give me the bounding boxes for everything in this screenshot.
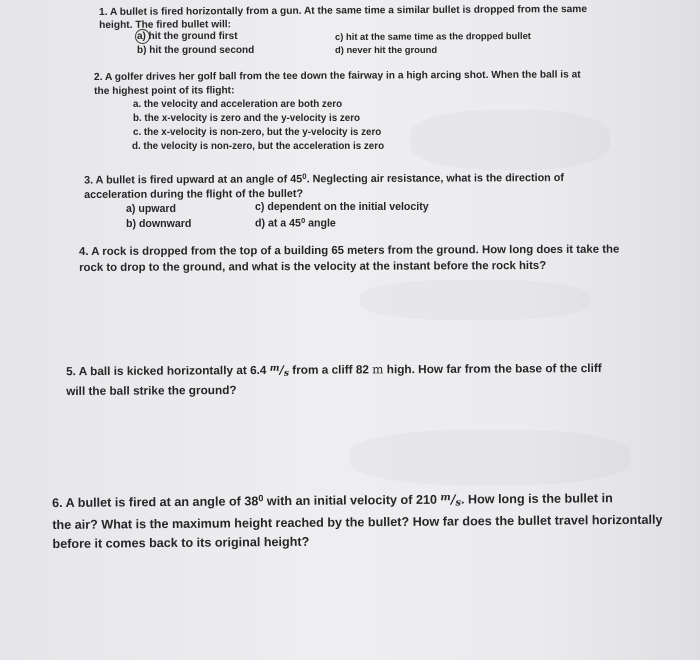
question-5-text-line-1: 5. A ball is kicked horizontally at 6.4 $^m$/s from a cliff 82 m high. How far from the base of the cliff <box>66 360 602 379</box>
question-6-text-line-2: the air? What is the maximum height reached by the bullet? How far does the bullet travel horizontally <box>52 512 663 533</box>
question-2 <box>94 68 581 99</box>
question-2-option-b: b. the x-velocity is zero and the y-velocity is zero <box>133 113 361 124</box>
question-6 <box>52 486 663 554</box>
question-5 <box>66 358 602 400</box>
question-1 <box>99 3 587 32</box>
question-3-text-line-1: 3. A bullet is fired upward at an angle of $45^0$. Neglecting air resistance, what is the direction of <box>84 171 565 187</box>
question-6-text-line-1: 6. A bullet is fired at an angle of $38^0$ with an initial velocity of 210 $^m$/s. How long is the bullet in <box>52 491 613 511</box>
bleed-through-shade <box>350 430 630 485</box>
question-2-option-d: d. the velocity is non-zero, but the acceleration is zero <box>132 141 385 152</box>
question-1-option-a: a) hit the ground first <box>137 31 238 42</box>
question-2-option-a: a. the velocity and acceleration are both zero <box>133 99 343 110</box>
question-3-option-c: c) dependent on the initial velocity <box>255 201 429 213</box>
question-1-option-b: b) hit the ground second <box>137 45 255 56</box>
question-1-option-c: c) hit at the same time as the dropped bullet <box>335 29 531 42</box>
question-2-text-line-1: 2. A golfer drives her golf ball from the tee down the fairway in a high arcing shot. When the ball is at <box>94 69 581 83</box>
question-1-text-line-2: height. The fired bullet will: <box>99 19 232 31</box>
question-4 <box>79 242 619 276</box>
question-2-text-line-2: the highest point of its flight: <box>94 85 235 97</box>
question-3-text-line-2: acceleration during the flight of the bullet? <box>84 188 304 202</box>
question-3 <box>84 167 564 203</box>
unit-m-per-s: m <box>440 492 451 504</box>
question-4-text-line-1: 4. A rock is dropped from the top of a building 65 meters from the ground. How long does it take the <box>79 243 620 258</box>
unit-m-per-s: m <box>269 362 280 374</box>
question-3-option-d: d) at a $45^0$ angle <box>255 216 336 230</box>
question-3-option-a: a) upward <box>126 203 177 215</box>
question-1-text-line-1: 1. A bullet is fired horizontally from a gun. At the same time a similar bullet is dropped from the same <box>99 4 588 18</box>
question-2-option-c: c. the x-velocity is non-zero, but the y-velocity is zero <box>133 127 382 138</box>
question-6-text-line-3: before it comes back to its original height? <box>52 534 310 552</box>
question-3-option-b: b) downward <box>126 218 192 230</box>
bleed-through-shade <box>410 110 610 170</box>
question-5-text-line-2: will the ball strike the ground? <box>66 383 237 399</box>
bleed-through-shade <box>360 280 590 320</box>
question-1-option-d: d) never hit the ground <box>335 44 438 55</box>
question-4-text-line-2: rock to drop to the ground, and what is the velocity at the instant before the rock hits? <box>79 259 547 274</box>
